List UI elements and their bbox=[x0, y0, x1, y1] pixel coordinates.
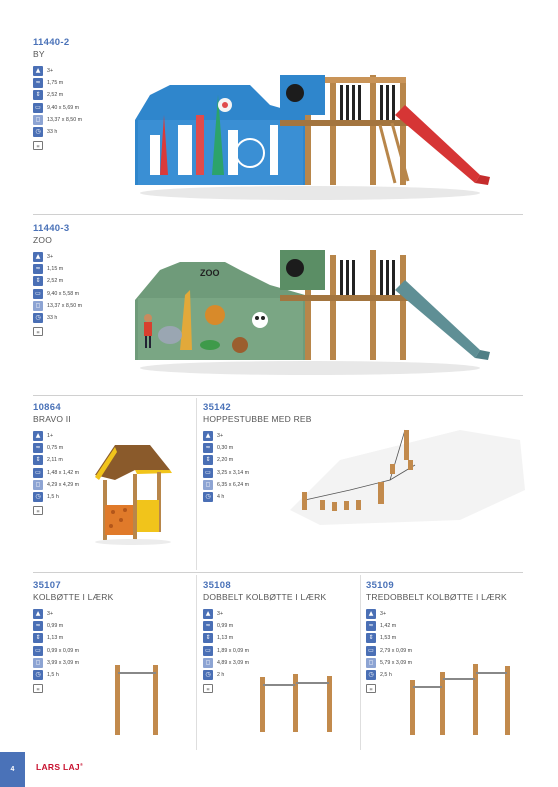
spec-install-time: ◷ 4 h bbox=[203, 491, 343, 503]
product-name: ZOO bbox=[33, 235, 53, 245]
spec-dimensions: ▭ 9,40 x 5,69 m bbox=[33, 102, 123, 114]
product-image-11440-2 bbox=[130, 65, 490, 205]
page-number: 4 bbox=[0, 752, 25, 787]
product-code: 35142 bbox=[203, 402, 231, 413]
age-icon: ▲ bbox=[33, 609, 43, 619]
spec-max-height: ⇕ 2,20 m bbox=[203, 454, 343, 466]
certification-badge-icon: ▤ bbox=[33, 141, 43, 150]
safety-area-icon: ◻ bbox=[203, 480, 213, 490]
spec-install-time: ◷ 1,5 h bbox=[33, 669, 193, 681]
age-icon: ▲ bbox=[203, 431, 213, 441]
dimensions-icon: ▭ bbox=[203, 468, 213, 478]
max-height-icon: ⇕ bbox=[203, 455, 213, 465]
fall-height-icon: ≈ bbox=[33, 443, 43, 453]
product-11440-2 bbox=[33, 37, 123, 150]
product-image-35107 bbox=[110, 660, 170, 740]
spec-fall-height: ≈ 0,99 m bbox=[203, 620, 358, 632]
max-height-icon: ⇕ bbox=[33, 90, 43, 100]
install-time-icon: ◷ bbox=[203, 670, 213, 680]
max-height-icon: ⇕ bbox=[33, 633, 43, 643]
spec-age: ▲ 3+ bbox=[33, 65, 123, 77]
divider bbox=[33, 214, 523, 215]
product-code: 35109 bbox=[366, 580, 394, 591]
divider bbox=[33, 395, 523, 396]
spec-fall-height: ≈ 0,75 m bbox=[33, 442, 123, 454]
max-height-icon: ⇕ bbox=[366, 633, 376, 643]
product-name: BY bbox=[33, 49, 45, 59]
safety-area-icon: ◻ bbox=[33, 115, 43, 125]
spec-max-height: ⇕ 2,11 m bbox=[33, 454, 123, 466]
safety-area-icon: ◻ bbox=[203, 658, 213, 668]
install-time-icon: ◷ bbox=[33, 313, 43, 323]
max-height-icon: ⇕ bbox=[33, 276, 43, 286]
spec-install-time: ◷ 2,5 h bbox=[366, 669, 526, 681]
spec-dimensions: ▭ 3,25 x 3,14 m bbox=[203, 467, 343, 479]
age-icon: ▲ bbox=[366, 609, 376, 619]
spec-fall-height: ≈ 1,15 m bbox=[33, 263, 123, 275]
dimensions-icon: ▭ bbox=[366, 646, 376, 656]
spec-install-time: ◷ 33 h bbox=[33, 126, 123, 138]
spec-install-time: ◷ 1,5 h bbox=[33, 491, 123, 503]
spec-fall-height: ≈ 1,42 m bbox=[366, 620, 526, 632]
dimensions-icon: ▭ bbox=[33, 103, 43, 113]
install-time-icon: ◷ bbox=[33, 670, 43, 680]
spec-age: ▲ 3+ bbox=[203, 430, 343, 442]
spec-safety-area: ◻ 4,89 x 3,09 m bbox=[203, 657, 358, 669]
spec-dimensions: ▭ 1,48 x 1,42 m bbox=[33, 467, 123, 479]
product-name: BRAVO II bbox=[33, 414, 71, 424]
product-image-35109 bbox=[405, 660, 515, 740]
max-height-icon: ⇕ bbox=[33, 455, 43, 465]
fall-height-icon: ≈ bbox=[33, 78, 43, 88]
spec-safety-area: ◻ 6,35 x 6,24 m bbox=[203, 479, 343, 491]
divider bbox=[33, 572, 523, 573]
product-11440-3 bbox=[33, 223, 123, 336]
certification-badge-icon: ▤ bbox=[366, 684, 376, 693]
product-name: DOBBELT KOLBØTTE I LÆRK bbox=[203, 592, 327, 602]
product-name: TREDOBBELT KOLBØTTE I LÆRK bbox=[366, 592, 507, 602]
safety-area-icon: ◻ bbox=[33, 480, 43, 490]
product-image-10864 bbox=[95, 440, 175, 545]
spec-max-height: ⇕ 1,13 m bbox=[203, 632, 358, 644]
product-name: HOPPESTUBBE MED REB bbox=[203, 414, 312, 424]
install-time-icon: ◷ bbox=[203, 492, 213, 502]
dimensions-icon: ▭ bbox=[203, 646, 213, 656]
product-code: 11440-2 bbox=[33, 37, 70, 48]
install-time-icon: ◷ bbox=[366, 670, 376, 680]
spec-fall-height: ≈ 1,75 m bbox=[33, 77, 123, 89]
install-time-icon: ◷ bbox=[33, 492, 43, 502]
spec-list bbox=[33, 251, 123, 336]
safety-area-icon: ◻ bbox=[33, 301, 43, 311]
spec-max-height: ⇕ 1,13 m bbox=[33, 632, 193, 644]
install-time-icon: ◷ bbox=[33, 127, 43, 137]
spec-install-time: ◷ 33 h bbox=[33, 312, 123, 324]
brand-logo: LARS LAJ® bbox=[36, 762, 84, 772]
age-icon: ▲ bbox=[33, 66, 43, 76]
safety-area-icon: ◻ bbox=[33, 658, 43, 668]
spec-dimensions: ▭ 9,40 x 5,58 m bbox=[33, 288, 123, 300]
fall-height-icon: ≈ bbox=[33, 264, 43, 274]
certification-badge-icon: ▤ bbox=[203, 684, 213, 693]
spec-safety-area: ◻ 13,37 x 8,50 m bbox=[33, 300, 123, 312]
max-height-icon: ⇕ bbox=[203, 633, 213, 643]
age-icon: ▲ bbox=[203, 609, 213, 619]
spec-install-time: ◷ 2 h bbox=[203, 669, 358, 681]
spec-dimensions: ▭ 1,89 x 0,09 m bbox=[203, 645, 358, 657]
product-image-35108 bbox=[255, 672, 345, 734]
product-name: KOLBØTTE I LÆRK bbox=[33, 592, 114, 602]
spec-max-height: ⇕ 2,52 m bbox=[33, 89, 123, 101]
product-image-35142 bbox=[280, 420, 525, 530]
certification-badge-icon: ▤ bbox=[33, 684, 43, 693]
column-divider bbox=[196, 398, 197, 570]
column-divider bbox=[196, 575, 197, 750]
spec-safety-area: ◻ 4,29 x 4,29 m bbox=[33, 479, 123, 491]
fall-height-icon: ≈ bbox=[203, 443, 213, 453]
product-code: 10864 bbox=[33, 402, 61, 413]
spec-safety-area: ◻ 3,99 x 3,09 m bbox=[33, 657, 193, 669]
spec-age: ▲ 3+ bbox=[33, 608, 193, 620]
spec-safety-area: ◻ 13,37 x 8,50 m bbox=[33, 114, 123, 126]
age-icon: ▲ bbox=[33, 252, 43, 262]
fall-height-icon: ≈ bbox=[366, 621, 376, 631]
spec-dimensions: ▭ 2,79 x 0,09 m bbox=[366, 645, 526, 657]
spec-list bbox=[33, 65, 123, 150]
fall-height-icon: ≈ bbox=[33, 621, 43, 631]
product-code: 35108 bbox=[203, 580, 231, 591]
spec-age: ▲ 3+ bbox=[203, 608, 358, 620]
zoo-sign: ZOO bbox=[200, 268, 220, 278]
product-code: 11440-3 bbox=[33, 223, 70, 234]
spec-fall-height: ≈ 0,99 m bbox=[33, 620, 193, 632]
dimensions-icon: ▭ bbox=[33, 289, 43, 299]
spec-dimensions: ▭ 0,99 x 0,09 m bbox=[33, 645, 193, 657]
product-code: 35107 bbox=[33, 580, 61, 591]
spec-age: ▲ 3+ bbox=[366, 608, 526, 620]
spec-age: ▲ 3+ bbox=[33, 251, 123, 263]
certification-badge-icon: ▤ bbox=[33, 327, 43, 336]
spec-max-height: ⇕ 1,53 m bbox=[366, 632, 526, 644]
safety-area-icon: ◻ bbox=[366, 658, 376, 668]
spec-fall-height: ≈ 0,30 m bbox=[203, 442, 343, 454]
dimensions-icon: ▭ bbox=[33, 646, 43, 656]
fall-height-icon: ≈ bbox=[203, 621, 213, 631]
age-icon: ▲ bbox=[33, 431, 43, 441]
certification-badge-icon: ▤ bbox=[33, 506, 43, 515]
column-divider bbox=[360, 575, 361, 750]
spec-age: ▲ 1+ bbox=[33, 430, 123, 442]
spec-max-height: ⇕ 2,52 m bbox=[33, 275, 123, 287]
dimensions-icon: ▭ bbox=[33, 468, 43, 478]
spec-safety-area: ◻ 5,79 x 3,09 m bbox=[366, 657, 526, 669]
product-image-11440-3 bbox=[130, 240, 490, 380]
